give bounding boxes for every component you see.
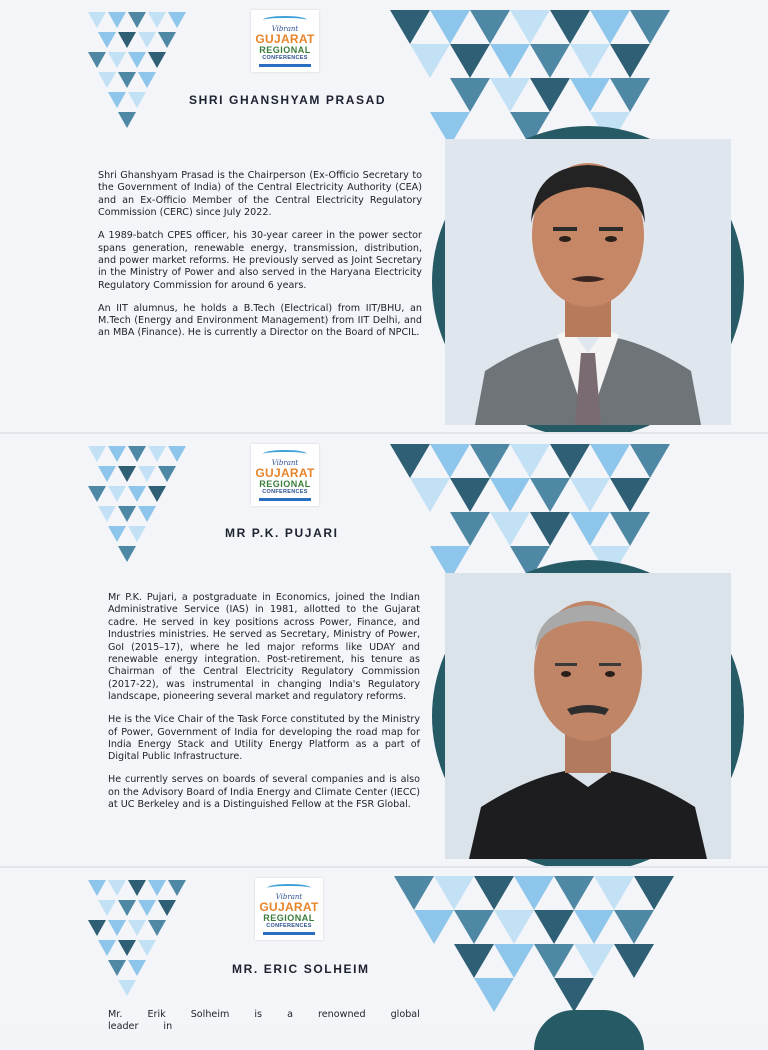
logo-swoosh <box>263 16 307 24</box>
vibrant-gujarat-logo <box>251 10 319 72</box>
speaker-bio <box>108 592 420 822</box>
bio-paragraph: An IIT alumnus, he holds a B.Tech (Electrical) from IIT/BHU, an M.Tech (Energy and Environment Management) from IIT Delhi, and an MBA (Finance). He is currently a Director on the Board of NPCIL. <box>98 302 422 339</box>
speaker-bio <box>98 170 422 350</box>
logo-line-2: GUJARAT <box>259 899 319 914</box>
logo-underline <box>259 64 311 67</box>
speaker-name: SHRI GHANSHYAM PRASAD <box>189 93 387 107</box>
logo-swoosh <box>263 450 307 458</box>
logo-line-1: Vibrant <box>271 458 299 467</box>
speaker-photo <box>445 139 731 425</box>
logo-underline <box>259 498 311 501</box>
logo-swoosh <box>267 884 311 892</box>
speaker-bio <box>108 1009 426 1044</box>
speaker-photo <box>445 573 731 859</box>
logo-line-4: CONFERENCES <box>262 488 308 495</box>
logo-line-4: CONFERENCES <box>262 54 308 61</box>
logo-line-3: REGIONAL <box>263 912 315 923</box>
speaker-portrait <box>432 560 744 872</box>
logo-line-3: REGIONAL <box>259 478 311 489</box>
bio-paragraph: Shri Ghanshyam Prasad is the Chairperson (Ex-Officio Secretary to the Government of India) of the Central Electricity Authority (CEA) and an Ex-Officio Member of the Central Electricity Regulatory Commission (CERC) since July 2022. <box>98 170 422 219</box>
speaker-portrait <box>432 126 744 438</box>
logo-underline <box>263 932 315 935</box>
logo-line-1: Vibrant <box>275 892 303 901</box>
triangle-pattern-left <box>88 8 198 128</box>
logo-line-2: GUJARAT <box>255 465 315 480</box>
vibrant-gujarat-logo <box>251 444 319 506</box>
triangle-pattern-left <box>88 876 208 1001</box>
bio-paragraph: Mr. Erik Solheim is a renowned global leader in <box>108 1009 420 1033</box>
profile-card-prasad <box>0 0 768 432</box>
bio-paragraph: A 1989-batch CPES officer, his 30-year career in the power sector spans generation, renewable energy, transmission, distribution, and power market reforms. He previously served as Joint Secretary in the Ministry of Power and also served in the Haryana Electricity Regulatory Commission for around 6 years. <box>98 230 422 291</box>
logo-line-2: GUJARAT <box>255 31 315 46</box>
vibrant-gujarat-logo <box>255 878 323 940</box>
logo-line-4: CONFERENCES <box>266 922 312 929</box>
logo-line-1: Vibrant <box>271 24 299 33</box>
triangle-pattern-right <box>394 876 674 1026</box>
profile-card-pujari <box>0 434 768 866</box>
profile-card-solheim <box>0 868 768 1033</box>
logo-line-3: REGIONAL <box>259 44 311 55</box>
bio-paragraph: He currently serves on boards of several companies and is also on the Advisory Board of India Energy and Climate Center (IECC) at UC Berkeley and is a Distinguished Fellow at the FSR Global. <box>108 774 420 811</box>
triangle-pattern-left <box>88 442 198 562</box>
speaker-name: MR P.K. PUJARI <box>225 526 339 540</box>
bio-paragraph: Mr P.K. Pujari, a postgraduate in Economics, joined the Indian Administrative Service (IAS) in 1981, allotted to the Gujarat cadre. He served in key positions across Power, Finance, and Industries ministries. He served as Secretary, Ministry of Power, GoI (2015–17), where he led major reforms like UDAY and renewable energy integration. Post-retirement, his tenure as Chairman of the Central Electricity Regulatory Commission (2017-22), was instrumental in changing India's Regulatory landscape, pioneering several market and regulatory reforms. <box>108 592 420 703</box>
speaker-name: MR. ERIC SOLHEIM <box>232 962 370 976</box>
bio-paragraph: He is the Vice Chair of the Task Force constituted by the Ministry of Power, Government of India for developing the road map for India Energy Stack and Utility Energy Platform as a part of Digital Public Infrastructure. <box>108 714 420 763</box>
